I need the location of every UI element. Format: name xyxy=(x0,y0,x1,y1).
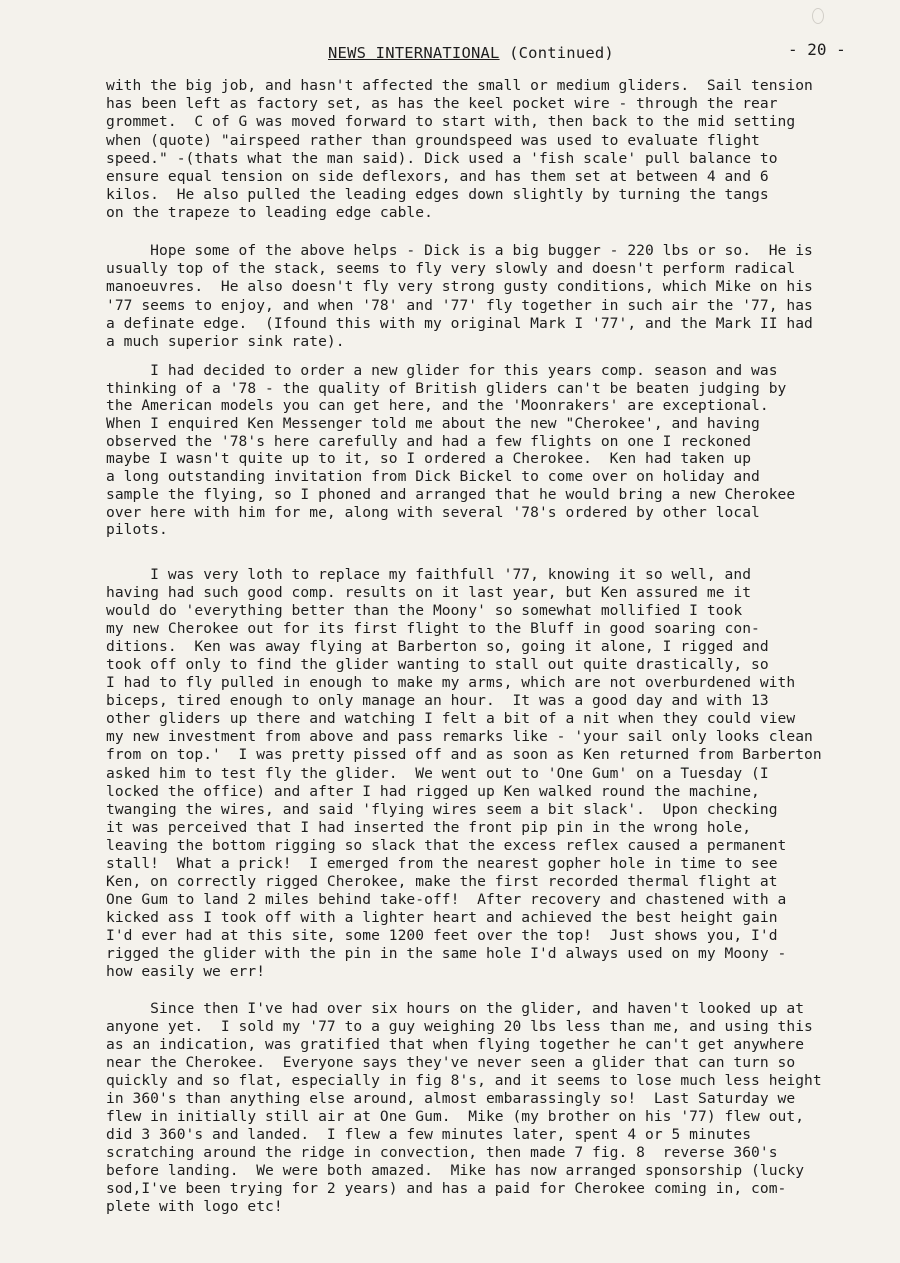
text-line: a definate edge. (Ifound this with my original Mark I '77', and the Mark II had xyxy=(106,314,813,332)
text-line: When I enquired Ken Messenger told me about the new "Cherokee', and having xyxy=(106,415,760,433)
text-line: asked him to test fly the glider. We went out to 'One Gum' on a Tuesday (I xyxy=(106,764,769,782)
text-line: how easily we err! xyxy=(106,963,266,981)
page-header-title xyxy=(328,44,614,62)
text-line: scratching around the ridge in convection, then made 7 fig. 8 reverse 360's xyxy=(106,1144,778,1161)
text-line: speed." -(thats what the man said). Dick used a 'fish scale' pull balance to xyxy=(106,149,778,167)
paper-mark xyxy=(812,8,824,24)
text-line: observed the '78's here carefully and had a few flights on one I reckoned xyxy=(106,432,752,450)
text-line: on the trapeze to leading edge cable. xyxy=(106,204,433,222)
text-line: stall! What a prick! I emerged from the nearest gopher hole in time to see xyxy=(106,854,778,872)
continued-label: (Continued) xyxy=(499,44,614,62)
text-line: grommet. C of G was moved forward to start with, then back to the mid setting xyxy=(106,113,796,131)
text-line: sample the flying, so I phoned and arranged that he would bring a new Cherokee xyxy=(106,485,796,503)
paragraph xyxy=(106,242,813,351)
text-line: ditions. Ken was away flying at Barberton so, going it alone, I rigged and xyxy=(106,638,769,656)
text-line: has been left as factory set, as has the keel pocket wire - through the rear xyxy=(106,95,778,113)
text-line: my new investment from above and pass remarks like - 'your sail only looks clean xyxy=(106,728,813,746)
text-line: as an indication, was gratified that when flying together he can't get anywhere xyxy=(106,1036,805,1053)
text-line: took off only to find the glider wanting to stall out quite drastically, so xyxy=(106,656,769,674)
text-line: I'd ever had at this site, some 1200 feet over the top! Just shows you, I'd xyxy=(106,926,778,944)
text-line: other gliders up there and watching I felt a bit of a nit when they could view xyxy=(106,710,796,728)
text-line: manoeuvres. He also doesn't fly very strong gusty conditions, which Mike on his xyxy=(106,278,813,296)
text-line: having had such good comp. results on it last year, but Ken assured me it xyxy=(106,584,752,602)
text-line: would do 'everything better than the Moony' so somewhat mollified I took xyxy=(106,602,743,620)
text-line: leaving the bottom rigging so slack that the excess reflex caused a permanent xyxy=(106,836,787,854)
text-line: ensure equal tension on side deflexors, and has them set at between 4 and 6 xyxy=(106,167,769,185)
text-line: the American models you can get here, and the 'Moonrakers' are exceptional. xyxy=(106,397,769,415)
text-line: locked the office) and after I had rigged up Ken walked round the machine, xyxy=(106,782,760,800)
text-line: Hope some of the above helps - Dick is a big bugger - 220 lbs or so. He is xyxy=(106,242,813,259)
newsletter-name: NEWS INTERNATIONAL xyxy=(328,44,500,62)
text-line: I was very loth to replace my faithfull '77, knowing it so well, and xyxy=(106,566,752,583)
text-line: thinking of a '78 - the quality of British gliders can't be beaten judging by xyxy=(106,379,787,397)
text-line: my new Cherokee out for its first flight to the Bluff in good soaring con- xyxy=(106,620,760,638)
paragraph xyxy=(106,77,813,223)
text-line: One Gum to land 2 miles behind take-off! After recovery and chastened with a xyxy=(106,890,787,908)
text-line: before landing. We were both amazed. Mike has now arranged sponsorship (lucky xyxy=(106,1162,805,1179)
text-line: '77 seems to enjoy, and when '78' and '77' fly together in such air the '77, has xyxy=(106,296,813,314)
text-line: usually top of the stack, seems to fly very slowly and doesn't perform radical xyxy=(106,260,796,278)
text-line: biceps, tired enough to only manage an hour. It was a good day and with 13 xyxy=(106,692,769,710)
text-line: a much superior sink rate). xyxy=(106,332,345,350)
text-line: kilos. He also pulled the leading edges down slightly by turning the tangs xyxy=(106,186,769,204)
text-line: I had to fly pulled in enough to make my arms, which are not overburdened with xyxy=(106,674,796,692)
text-line: flew in initially still air at One Gum. Mike (my brother on his '77) flew out, xyxy=(106,1108,805,1125)
text-line: with the big job, and hasn't affected the small or medium gliders. Sail tension xyxy=(106,77,813,94)
text-line: maybe I wasn't quite up to it, so I ordered a Cherokee. Ken had taken up xyxy=(106,450,752,468)
text-line: from on top.' I was pretty pissed off and as soon as Ken returned from Barberton xyxy=(106,746,822,764)
text-line: did 3 360's and landed. I flew a few minutes later, spent 4 or 5 minutes xyxy=(106,1126,752,1143)
text-line: twanging the wires, and said 'flying wires seem a bit slack'. Upon checking xyxy=(106,800,778,818)
text-line: plete with logo etc! xyxy=(106,1198,283,1215)
text-line: Ken, on correctly rigged Cherokee, make the first recorded thermal flight at xyxy=(106,872,778,890)
text-line: kicked ass I took off with a lighter heart and achieved the best height gain xyxy=(106,908,778,926)
text-line: pilots. xyxy=(106,521,168,539)
text-line: in 360's than anything else around, almost embarassingly so! Last Saturday we xyxy=(106,1090,796,1107)
text-line: a long outstanding invitation from Dick Bickel to come over on holiday and xyxy=(106,468,760,486)
paragraph xyxy=(106,566,822,981)
text-line: it was perceived that I had inserted the front pip pin in the wrong hole, xyxy=(106,818,752,836)
text-line: sod,I've been trying for 2 years) and has a paid for Cherokee coming in, com- xyxy=(106,1180,787,1197)
text-line: near the Cherokee. Everyone says they've never seen a glider that can turn so xyxy=(106,1054,796,1071)
page-number: - 20 - xyxy=(788,40,846,59)
text-line: when (quote) "airspeed rather than groundspeed was used to evaluate flight xyxy=(106,131,760,149)
text-line: rigged the glider with the pin in the same hole I'd always used on my Moony - xyxy=(106,944,787,962)
paragraph xyxy=(106,362,795,539)
text-line: anyone yet. I sold my '77 to a guy weighing 20 lbs less than me, and using this xyxy=(106,1018,813,1035)
text-line: Since then I've had over six hours on the glider, and haven't looked up at xyxy=(106,1000,805,1017)
paragraph xyxy=(106,1000,822,1216)
text-line: quickly and so flat, especially in fig 8's, and it seems to lose much less height xyxy=(106,1072,822,1089)
text-line: I had decided to order a new glider for this years comp. season and was xyxy=(106,362,778,379)
text-line: over here with him for me, along with several '78's ordered by other local xyxy=(106,503,760,521)
